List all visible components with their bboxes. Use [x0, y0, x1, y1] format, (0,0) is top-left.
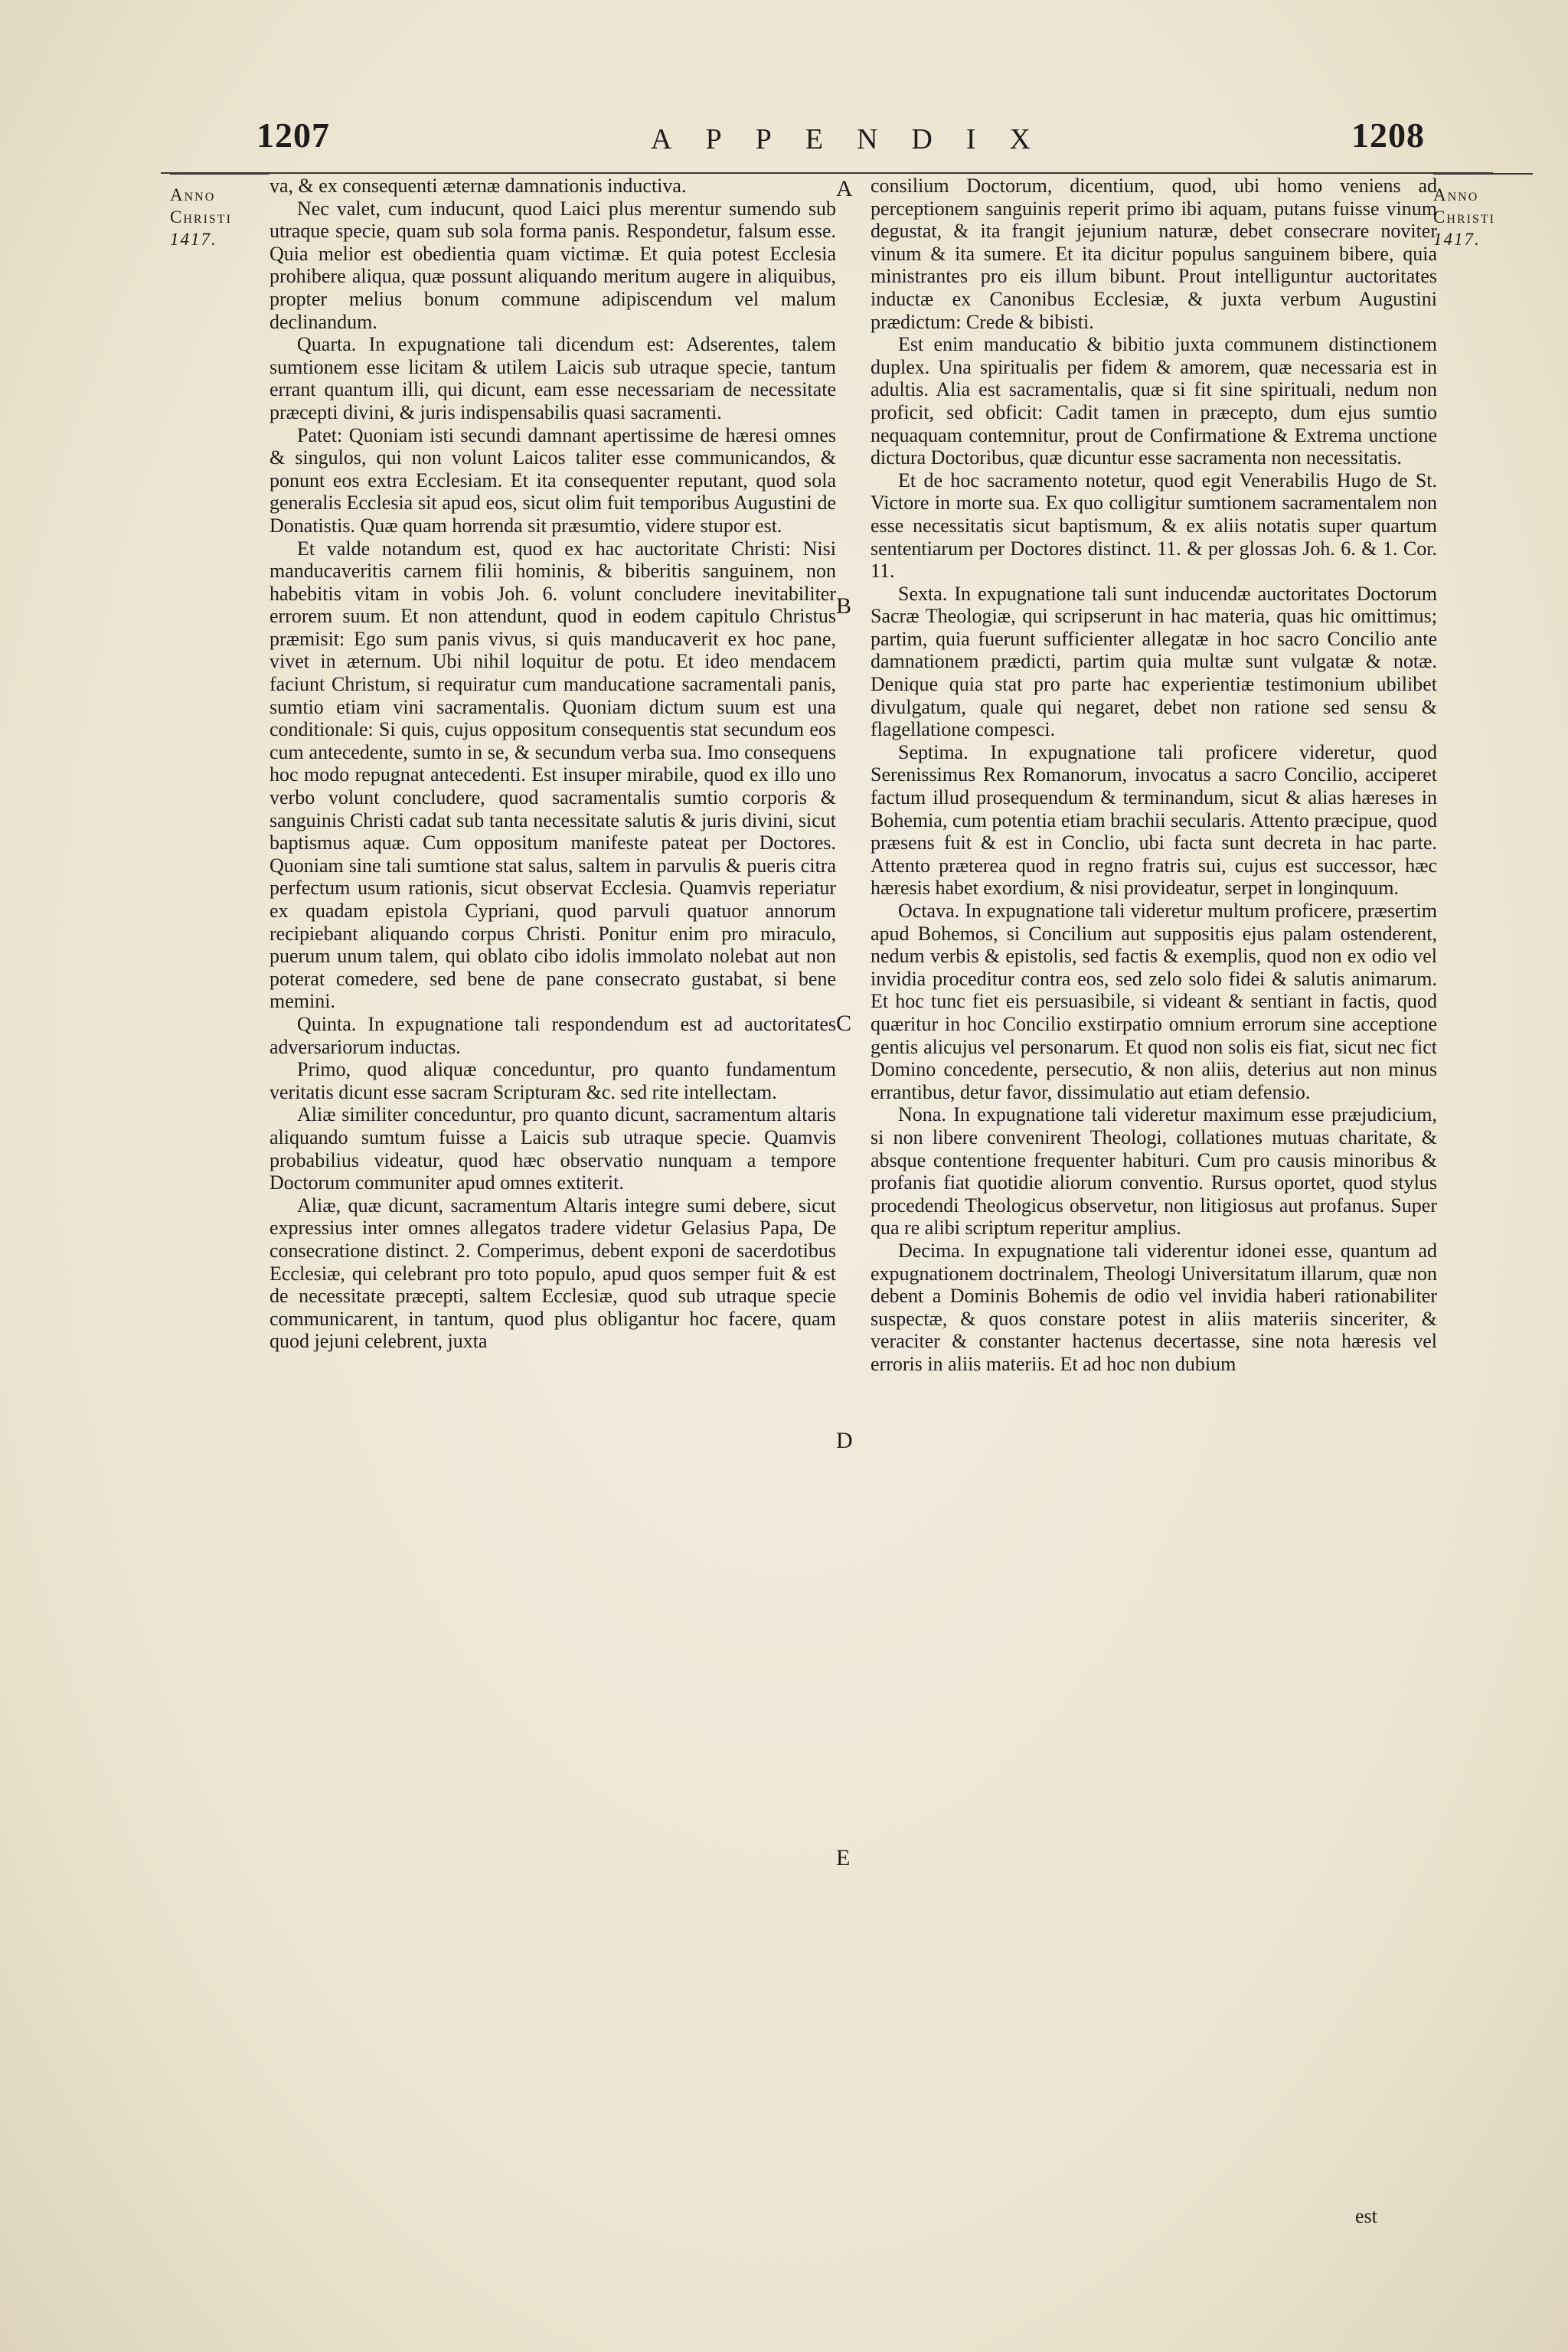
- section-marker-c: C: [836, 1011, 852, 1036]
- paragraph: va, & ex consequenti æternæ damnationis inductiva.: [270, 175, 687, 197]
- paragraph: Nec valet, cum inducunt, quod Laici plus merentur sumendo sub utraque specie, quam sub sola forma panis. Respondetur, falsum esse. Quia melior est obedientia quam victimæ. Et quia potest Ecclesia prohibere aliqua, quæ possunt aliquando meritum augere in aliquibus, propter melius bonum commune adipiscendum vel malum declinandum.: [270, 197, 836, 333]
- side-note-anno: Anno: [170, 185, 216, 204]
- section-marker-a: A: [836, 176, 853, 201]
- paragraph: Octava. In expugnatione tali videretur multum proficere, præsertim apud Bohemos, si Concilium aut suppositis ejus palam ostenderent, nedum verbis & epistolis, sed factis & exemplis, quod non ex odio vel invidia proceditur contra eos, sed zelo solo fidei & salutis animarum. Et hoc tunc fiet eis persuasibile, si videant & sentiant in factis, quod quæritur in hoc Concilio exstirpatio omnium errorum sine acceptione gentis alicujus vel personarum. Et quod non solis eis fiat, sicut nec fict Domino concedente, persecutio, & non aliis, deterius aut non minus errantibus, detur favor, dissimulatio aut etiam defensio.: [871, 900, 1437, 1103]
- paragraph: Sexta. In expugnatione tali sunt inducendæ auctoritates Doctorum Sacræ Theologiæ, qui scripserunt in hac materia, quas hic omittimus; partim, quia fuerunt sufficienter allegatæ in hoc sacro Concilio ante damnationem prædicti, partim quia multæ sunt vulgatæ & notæ. Denique quia stat pro parte hac experientiæ testimonium ubilibet divulgatum, quale qui negaret, debet non ratione sed sensu & flagellatione compesci.: [871, 582, 1437, 741]
- page-number-right: 1208: [1351, 116, 1425, 155]
- paragraph: Primo, quod aliquæ conceduntur, pro quanto fundamentum veritatis dicunt esse sacram Scripturam &c. sed rite intellectam.: [270, 1058, 836, 1103]
- catchword: est: [1355, 2205, 1377, 2227]
- side-note-rule-right: [1433, 173, 1533, 175]
- section-marker-d: D: [836, 1428, 853, 1453]
- paragraph: Est enim manducatio & bibitio juxta communem distinctionem duplex. Una spiritualis per fidem & amorem, quæ necessaria est in adultis. Alia est sacramentalis, quæ si fit sine spirituali, nedum non proficit, sed obficit: Cadit tamen in præcepto, dum ejus sumtio nequaquam contemnitur, prout de Confirmatione & Extrema unctione dictura Doctoribus, quæ dicuntur esse sacramenta non necessitatis.: [871, 333, 1437, 469]
- paragraph: Et de hoc sacramento notetur, quod egit Venerabilis Hugo de St. Victore in morte sua. Ex quo colligitur sumtionem sacramentalem non esse necessitatis sicut baptismum, & ex aliis notatis super quartum sententiarum per Doctores distinct. 11. & per glossas Joh. 6. & 1. Cor. 11.: [871, 469, 1437, 583]
- paragraph: Aliæ similiter conceduntur, pro quanto dicunt, sacramentum altaris aliquando sumtum fuisse a Laicis sub utraque specie. Quamvis probabilius videatur, quod hæc observatio nunquam a tempore Doctorum communiter apud omnes extiterit.: [270, 1103, 836, 1194]
- paragraph: Et valde notandum est, quod ex hac auctoritate Christi: Nisi manducaveritis carnem filii hominis, & biberitis sanguinem, non habebitis vitam in vobis Joh. 6. volunt concludere inevitabiliter errorem suum. Et non attendunt, quod in eodem capitulo Christus præmisit: Ego sum panis vivus, si quis manducaverit ex hoc pane, vivet in æternum. Ubi nihil loquitur de potu. Et ideo mendacem faciunt Christum, si requiratur cum manducatione sacramentali panis, sumtio etiam vini sacramentalis. Quoniam dictum suum est una conditionale: Si quis, cujus oppositum consequentis stat secundum eos cum antecedente, sumto in se, & secundum verba sua. Imo consequens hoc modo repugnat antecedenti. Est insuper mirabile, quod ex illo uno verbo volunt concludere, quod sacramentalis sumtio corporis & sanguinis Christi cadat sub tanta necessitate salutis & juris divini, sicut baptismus aquæ. Cum oppositum manifeste pateat per Doctores. Quoniam sine tali sumtione stat salus, saltem in parvulis & pueris citra perfectum usum rationis, sicut observat Ecclesia. Quamvis reperiatur ex quadam epistola Cypriani, quod parvuli quatuor annorum recipiebant aliquando corpus Christi. Ponitur enim pro miraculo, puerum unum talem, qui oblato cibo idolis immolato nolebat aut non poterat comedere, sed bene de pane consecrato gustabat, si bene memini.: [270, 537, 836, 1013]
- paragraph: consilium Doctorum, dicentium, quod, ubi homo veniens ad perceptionem sanguinis reperit primo ibi aquam, putans fuisse vinum degustat, & ita frangit jejunium naturæ, debet consecrare noviter vinum & ita sumere. Et ita dicitur populus sanguinem bibere, quia ministrantes pro eis illum bibunt. Prout intelliguntur auctoritates inductæ ex Canonibus Ecclesiæ, & juxta verbum Augustini prædictum: Crede & bibisti.: [871, 175, 1437, 333]
- right-column: [871, 175, 1437, 1375]
- section-marker-b: B: [836, 593, 852, 619]
- side-note-christi: Christi: [170, 207, 232, 227]
- header-rule: [161, 172, 1493, 174]
- side-note-christi: Christi: [1433, 207, 1495, 227]
- side-note-anno: Anno: [1433, 185, 1479, 204]
- paragraph: Aliæ, quæ dicunt, sacramentum Altaris integre sumi debere, sicut expressius inter omnes allegatos tradere videtur Gelasius Papa, De consecratione distinct. 2. Comperimus, debent exponi de sacerdotibus Ecclesiæ, qui celebrant pro toto populo, apud quos semper fuit & est de necessitate præcepti, saltem Ecclesiæ, quod sub utraque specie communicarent, in tantum, quod plus obligantur hoc facere, quam quod jejuni celebrent, juxta: [270, 1194, 836, 1353]
- side-note-rule-left: [170, 173, 270, 175]
- paragraph: Patet: Quoniam isti secundi damnant apertissime de hæresi omnes & singulos, qui non volunt Laicos taliter esse communicandos, & ponunt eos extra Ecclesiam. Et ita consequenter reputant, quod sola generalis Ecclesia sit apud eos, sicut olim fuit temporibus Augustini de Donatistis. Quæ quam horrenda sit præsumtio, videre stupor est.: [270, 423, 836, 537]
- page-number-left: 1207: [256, 116, 330, 155]
- paragraph: Decima. In expugnatione tali viderentur idonei esse, quantum ad expugnationem doctrinalem, Theologi Universitatum illarum, quæ non debent a Dominis Bohemis de odio vel invidia haberi rationabiliter suspectæ, & quos constare potest in aliis materiis sinceriter, & veraciter & constanter hactenus decertasse, sine nota hæresis vel erroris in aliis materiis. Et ad hoc non dubium: [871, 1239, 1437, 1375]
- running-head: APPENDIX: [651, 123, 1064, 155]
- paragraph: Nona. In expugnatione tali videretur maximum esse præjudicium, si non libere convenirent Theologi, collationes mutuas charitate, & absque contentione frequenter habituri. Cum pro causis minoribus & profanis fiat quotidie aliorum conventio. Rursus oportet, quod stylus procedendi Theologicus observetur, non litigiosus aut profanus. Super qua re alibi scriptum reperitur amplius.: [871, 1103, 1437, 1240]
- section-marker-e: E: [836, 1845, 851, 1870]
- paragraph: Quinta. In expugnatione tali respondendum est ad auctoritates adversariorum inductas.: [270, 1012, 836, 1058]
- paragraph: Septima. In expugnatione tali proficere videretur, quod Serenissimus Rex Romanorum, invocatus a sacro Concilio, acciperet factum illud prosequendum & terminandum, sicut & alias hæreses in Bohemia, cum potentia etiam brachii secularis. Attento præcipue, quod præsens fuit & est in Conclio, ubi facta sunt decreta in hac parte. Attento præterea quod in regno fratris sui, cujus est successor, hæc hæresis habet exordium, & nisi provideatur, serpet in longinquum.: [871, 740, 1437, 900]
- left-column: [270, 175, 836, 1353]
- side-note-right: [1433, 184, 1548, 250]
- side-note-year: 1417.: [170, 230, 217, 249]
- side-note-left: [170, 184, 285, 250]
- paragraph: Quarta. In expugnatione tali dicendum est: Adserentes, talem sumtionem esse licitam & utilem Laicis sub utraque specie, tantum errant quantum illi, qui dicunt, eam esse necessariam de necessitate præcepti divini, & juris indispensabilis quasi sacramenti.: [270, 333, 836, 423]
- side-note-year: 1417.: [1433, 230, 1481, 249]
